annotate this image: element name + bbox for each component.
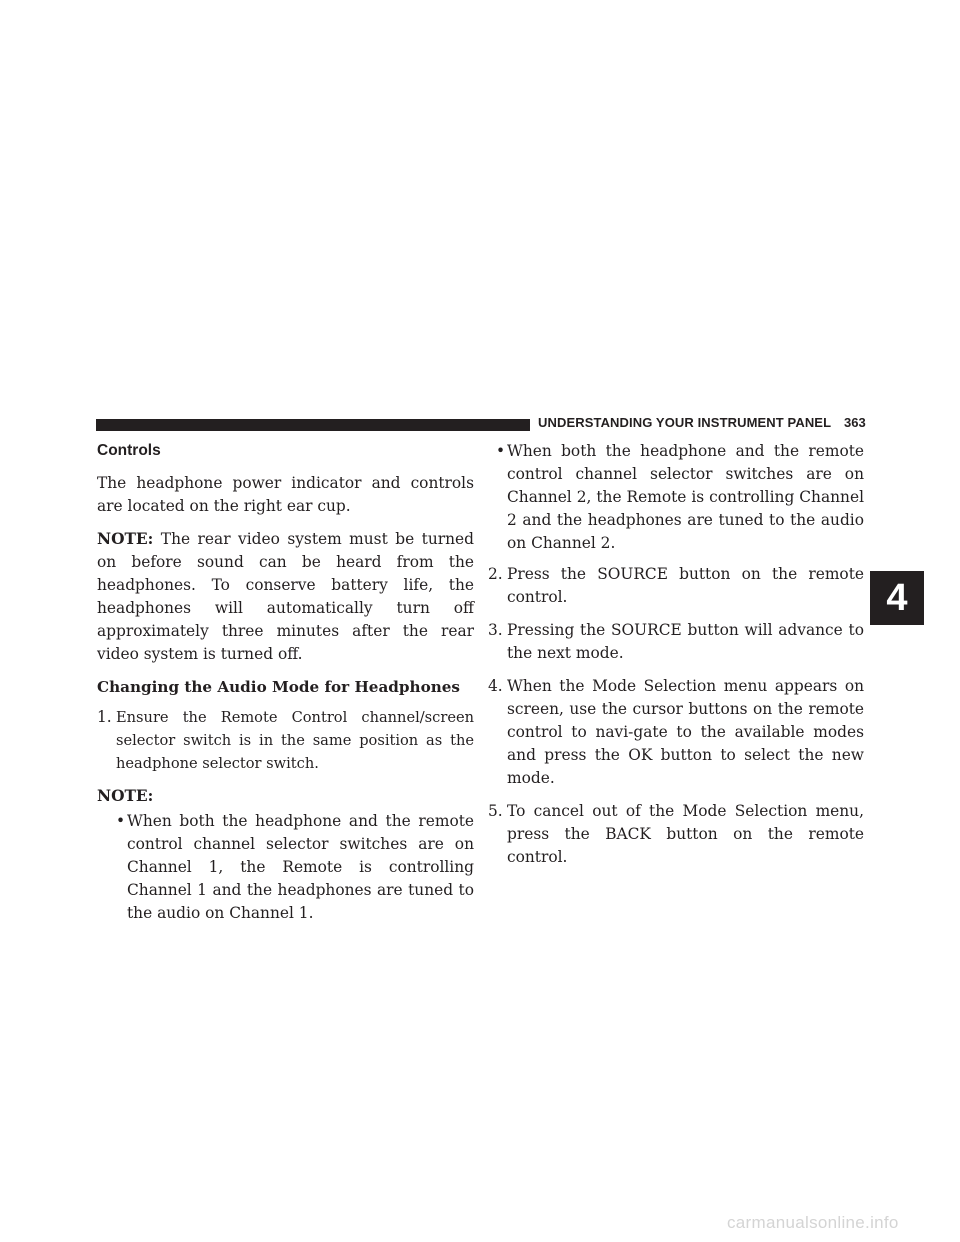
chapter-tab: 4: [870, 571, 924, 625]
step-number: 5.: [488, 802, 503, 820]
step-item: [488, 675, 864, 790]
note-label-2: NOTE:: [97, 787, 154, 805]
right-column: [488, 440, 864, 879]
section-heading: Controls: [97, 442, 161, 459]
step-text: To cancel out of the Mode Selection menu, press the BACK button on the remote control.: [507, 802, 864, 866]
step-number: 2.: [488, 565, 503, 583]
step-text: Ensure the Remote Control channel/screen selector switch is in the same position as the headphone selector switch.: [116, 709, 474, 772]
note-label: NOTE:: [97, 530, 154, 548]
step-number: 3.: [488, 621, 503, 639]
step-text: Pressing the SOURCE button will advance to the next mode.: [507, 621, 864, 662]
step-number: 4.: [488, 677, 503, 695]
running-header-title: UNDERSTANDING YOUR INSTRUMENT PANEL: [538, 415, 832, 430]
header-rule: [96, 419, 530, 431]
step-text: Press the SOURCE button on the remote control.: [507, 565, 864, 606]
bullet-text: When both the headphone and the remote control channel selector switches are on Channel 1, the Remote is controlling Channel 1 and the headphones are tuned to the audio on Channel 1.: [127, 812, 474, 922]
bullet-dot: •: [496, 442, 506, 460]
note-text: The rear video system must be turned on before sound can be heard from the headphones. To conserve battery life, the headphones will automatically turn off approximately three minutes after the rear video system is turned off.: [97, 530, 474, 663]
step-item: [488, 619, 864, 665]
note-paragraph: [97, 528, 474, 666]
bullet-dot: •: [116, 812, 126, 830]
step-item: [97, 706, 474, 775]
bullet-item: [116, 810, 474, 925]
left-column: [97, 440, 474, 933]
step-item: [488, 800, 864, 869]
bullet-item: [496, 440, 864, 555]
step-item: [488, 563, 864, 609]
step-text: When the Mode Selection menu appears on screen, use the cursor buttons on the remote control to navi-gate to the available modes and press the OK button to select the new mode.: [507, 677, 864, 787]
bullet-text: When both the headphone and the remote control channel selector switches are on Channel 2, the Remote is controlling Channel 2 and the headphones are tuned to the audio on Channel 2.: [507, 442, 864, 552]
watermark: carmanualsonline.info: [727, 1213, 899, 1232]
page-number: 363: [844, 415, 866, 430]
step-number: 1.: [97, 708, 112, 726]
intro-paragraph: The headphone power indicator and controls are located on the right ear cup.: [97, 474, 474, 515]
subsection-heading: Changing the Audio Mode for Headphones: [97, 678, 460, 696]
